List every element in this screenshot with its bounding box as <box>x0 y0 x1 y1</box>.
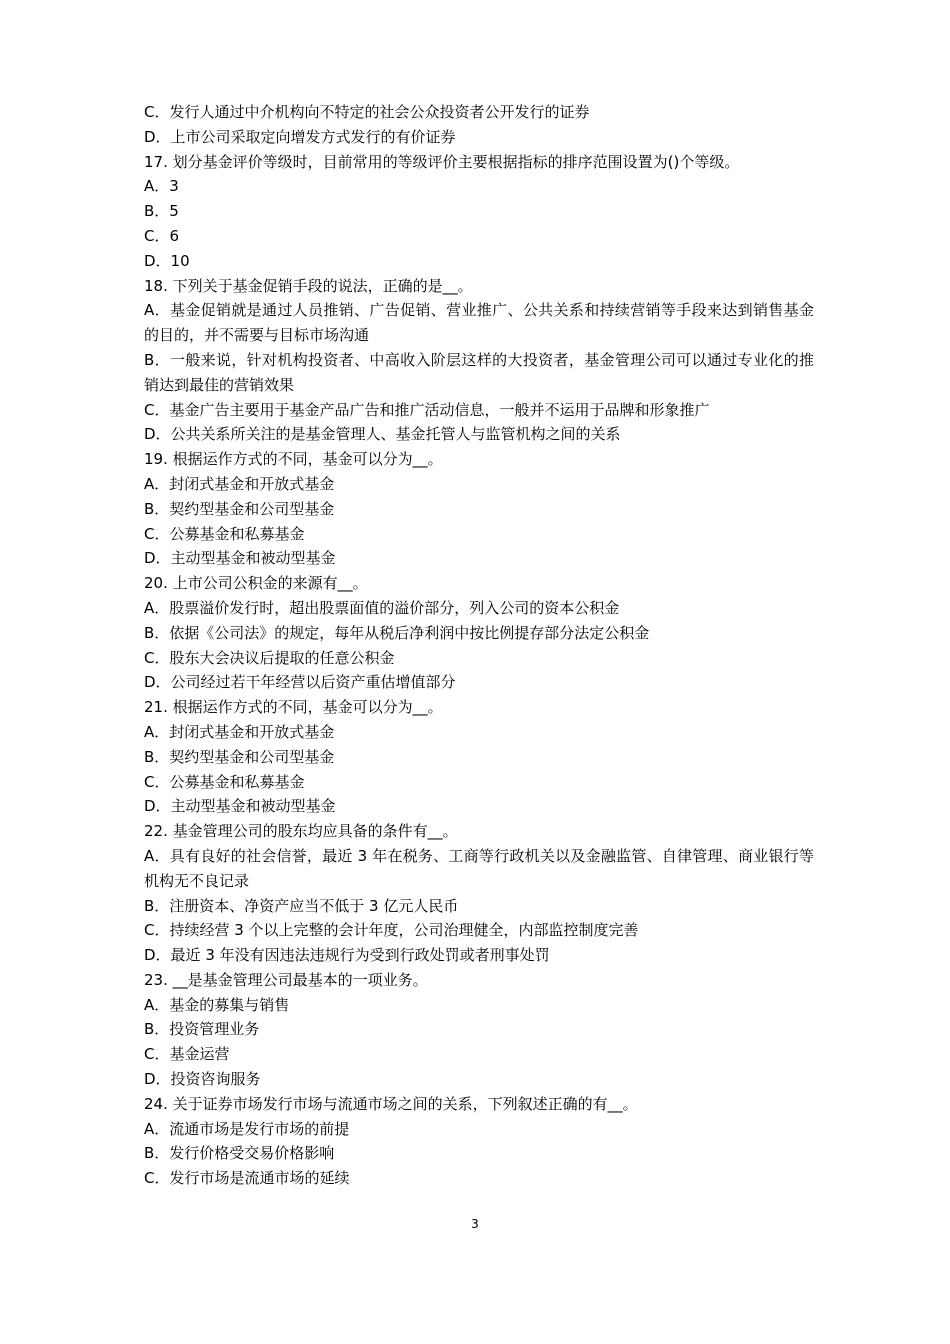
text-line: D．主动型基金和被动型基金 <box>144 549 336 568</box>
text-line: 19. 根据运作方式的不同，基金可以分为__。 <box>144 450 443 469</box>
text-line: B．契约型基金和公司型基金 <box>144 499 335 518</box>
text-line: C．持续经营 3 个以上完整的会计年度，公司治理健全，内部监控制度完善 <box>144 921 639 940</box>
text-line: 23. __是基金管理公司最基本的一项业务。 <box>144 970 428 989</box>
text-line: A．基金的募集与销售 <box>144 995 290 1014</box>
text-line: C．基金运营 <box>144 1045 230 1064</box>
text-line: B．5 <box>144 202 179 221</box>
text-line: D．主动型基金和被动型基金 <box>144 797 336 816</box>
text-line: D．10 <box>144 251 190 270</box>
text-line: A．封闭式基金和开放式基金 <box>144 474 335 493</box>
text-line: 21. 根据运作方式的不同，基金可以分为__。 <box>144 698 443 717</box>
text-line: C．公募基金和私募基金 <box>144 524 305 543</box>
text-line: B．依据《公司法》的规定，每年从税后净利润中按比例提存部分法定公积金 <box>144 623 650 642</box>
text-line: D．公共关系所关注的是基金管理人、基金托管人与监管机构之间的关系 <box>144 425 621 444</box>
document-body <box>144 100 814 1191</box>
text-line: A．3 <box>144 177 179 196</box>
text-line: A．具有良好的社会信誉，最近 3 年在税务、工商等行政机关以及金融监管、自律管理、商业银行等机构无不良记录 <box>144 846 814 890</box>
text-line: 22. 基金管理公司的股东均应具备的条件有__。 <box>144 822 458 841</box>
text-line: C．基金广告主要用于基金产品广告和推广活动信息，一般并不运用于品牌和形象推广 <box>144 400 710 419</box>
text-line: B．契约型基金和公司型基金 <box>144 747 335 766</box>
text-line: C．发行市场是流通市场的延续 <box>144 1169 350 1188</box>
text-line: 20. 上市公司公积金的来源有__。 <box>144 574 368 593</box>
text-line: C．发行人通过中介机构向不特定的社会公众投资者公开发行的证券 <box>144 103 590 121</box>
text-line: D．投资咨询服务 <box>144 1070 261 1089</box>
text-line: C．6 <box>144 226 180 245</box>
page-number: 3 <box>471 1217 479 1231</box>
text-line: B．一般来说，针对机构投资者、中高收入阶层这样的大投资者，基金管理公司可以通过专业化的推销达到最佳的营销效果 <box>144 350 814 394</box>
text-line: D．公司经过若干年经营以后资产重估增值部分 <box>144 673 456 692</box>
text-line: A．股票溢价发行时，超出股票面值的溢价部分，列入公司的资本公积金 <box>144 598 620 617</box>
text-line: 17. 划分基金评价等级时，目前常用的等级评价主要根据指标的排序范围设置为()个等级。 <box>144 152 740 171</box>
text-line: C．股东大会决议后提取的任意公积金 <box>144 648 395 667</box>
text-line: 18. 下列关于基金促销手段的说法，正确的是__。 <box>144 276 473 295</box>
text-line: A．封闭式基金和开放式基金 <box>144 722 335 741</box>
text-line: D．上市公司采取定向增发方式发行的有价证券 <box>144 127 456 146</box>
text-line: B．注册资本、净资产应当不低于 3 亿元人民币 <box>144 896 459 915</box>
text-line: A．基金促销就是通过人员推销、广告促销、营业推广、公共关系和持续营销等手段来达到销售基金的目的，并不需要与目标市场沟通 <box>144 301 814 345</box>
text-line: B．发行价格受交易价格影响 <box>144 1144 335 1163</box>
text-line: A．流通市场是发行市场的前提 <box>144 1119 350 1138</box>
text-line: 24. 关于证券市场发行市场与流通市场之间的关系，下列叙述正确的有__。 <box>144 1094 638 1113</box>
text-line: D．最近 3 年没有因违法违规行为受到行政处罚或者刑事处罚 <box>144 946 550 965</box>
text-line: B．投资管理业务 <box>144 1020 260 1039</box>
text-line: C．公募基金和私募基金 <box>144 772 305 791</box>
